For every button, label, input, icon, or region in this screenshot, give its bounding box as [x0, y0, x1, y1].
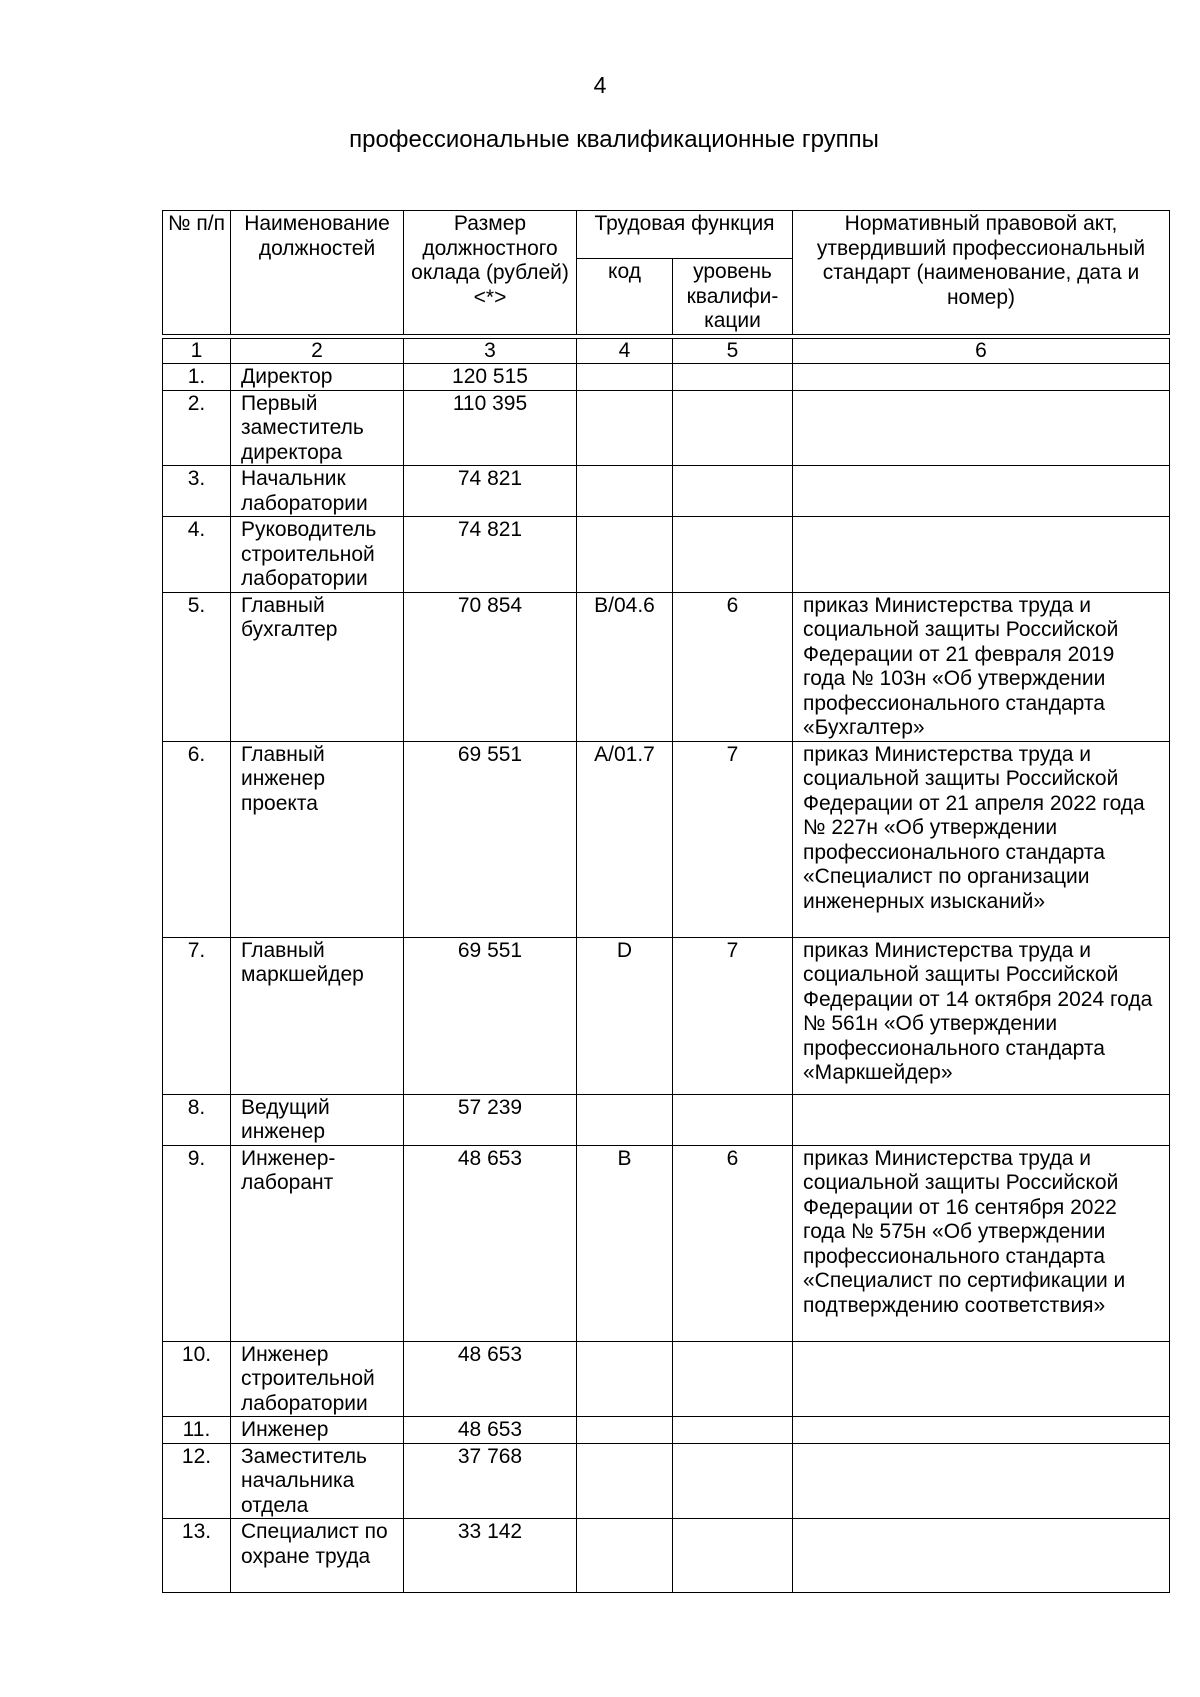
salary: 120 515	[404, 364, 577, 391]
table-row	[163, 517, 1170, 593]
page-number: 4	[593, 72, 607, 98]
qualification-level	[673, 364, 793, 391]
column-number: 3	[404, 338, 577, 364]
header-col-num: № п/п	[163, 211, 231, 335]
row-number: 7.	[163, 937, 231, 1094]
salary: 48 653	[404, 1145, 577, 1341]
position-name: Инженер строительной лаборатории	[231, 1341, 404, 1417]
table-row	[163, 937, 1170, 1094]
qualification-level	[673, 1094, 793, 1145]
position-name: Ведущий инженер	[231, 1094, 404, 1145]
function-code	[577, 1341, 673, 1417]
qualification-level: 6	[673, 1145, 793, 1341]
qualification-level: 6	[673, 592, 793, 741]
salary: 69 551	[404, 741, 577, 937]
function-code	[577, 390, 673, 466]
header-col-act: Нормативный правовой акт, утвердивший профессиональный стандарт (наименование, дата и номер)	[793, 211, 1170, 335]
table-row	[163, 741, 1170, 937]
header-row	[163, 211, 1170, 259]
function-code	[577, 517, 673, 593]
row-number: 6.	[163, 741, 231, 937]
regulatory-act: приказ Министерства труда и социальной защиты Российской Федерации от 21 апреля 2022 года № 227н «Об утверждении профессионального стандарта «Специалист по организации инженерных изысканий»	[793, 741, 1170, 937]
qualification-level	[673, 517, 793, 593]
function-code	[577, 364, 673, 391]
table-row	[163, 1443, 1170, 1519]
column-number: 6	[793, 338, 1170, 364]
header-col-function: Трудовая функция	[577, 211, 793, 259]
position-name: Главный инженер проекта	[231, 741, 404, 937]
position-name: Инженер	[231, 1417, 404, 1444]
qualification-level	[673, 1417, 793, 1444]
table-row	[163, 1094, 1170, 1145]
function-code	[577, 1443, 673, 1519]
row-number: 1.	[163, 364, 231, 391]
row-number: 13.	[163, 1519, 231, 1593]
regulatory-act	[793, 1341, 1170, 1417]
table-row	[163, 1519, 1170, 1593]
qualification-level	[673, 1341, 793, 1417]
position-name: Начальник лаборатории	[231, 466, 404, 517]
table-row	[163, 592, 1170, 741]
row-number: 3.	[163, 466, 231, 517]
header-col-name: Наименование должностей	[231, 211, 404, 335]
regulatory-act	[793, 517, 1170, 593]
regulatory-act: приказ Министерства труда и социальной защиты Российской Федерации от 14 октября 2024 года № 561н «Об утверждении профессионального стандарта «Маркшейдер»	[793, 937, 1170, 1094]
regulatory-act: приказ Министерства труда и социальной защиты Российской Федерации от 21 февраля 2019 года № 103н «Об утверждении профессионального стандарта «Бухгалтер»	[793, 592, 1170, 741]
position-name: Специалист по охране труда	[231, 1519, 404, 1593]
column-number: 2	[231, 338, 404, 364]
salary: 69 551	[404, 937, 577, 1094]
regulatory-act	[793, 466, 1170, 517]
table-row	[163, 364, 1170, 391]
qualification-level: 7	[673, 741, 793, 937]
table-row	[163, 1145, 1170, 1341]
salary: 48 653	[404, 1417, 577, 1444]
row-number: 11.	[163, 1417, 231, 1444]
function-code: D	[577, 937, 673, 1094]
regulatory-act	[793, 390, 1170, 466]
salary: 48 653	[404, 1341, 577, 1417]
table-row	[163, 390, 1170, 466]
salary: 57 239	[404, 1094, 577, 1145]
qualification-level	[673, 466, 793, 517]
table-body	[163, 364, 1170, 1593]
salary: 37 768	[404, 1443, 577, 1519]
qualification-table	[162, 210, 1170, 1593]
regulatory-act	[793, 1094, 1170, 1145]
salary: 33 142	[404, 1519, 577, 1593]
regulatory-act	[793, 1417, 1170, 1444]
salary: 70 854	[404, 592, 577, 741]
regulatory-act	[793, 1519, 1170, 1593]
position-name: Инженер-лаборант	[231, 1145, 404, 1341]
row-number: 10.	[163, 1341, 231, 1417]
qualification-level	[673, 1519, 793, 1593]
row-number: 12.	[163, 1443, 231, 1519]
row-number: 5.	[163, 592, 231, 741]
table-row	[163, 1417, 1170, 1444]
salary: 110 395	[404, 390, 577, 466]
row-number: 2.	[163, 390, 231, 466]
column-numbers-row	[163, 338, 1170, 364]
header-col-level: уровень квалифи-кации	[673, 259, 793, 335]
qualification-level	[673, 1443, 793, 1519]
function-code: В/04.6	[577, 592, 673, 741]
row-number: 4.	[163, 517, 231, 593]
qualification-level: 7	[673, 937, 793, 1094]
regulatory-act: приказ Министерства труда и социальной защиты Российской Федерации от 16 сентября 2022 года № 575н «Об утверждении профессионального стандарта «Специалист по сертификации и подтверждению соответствия»	[793, 1145, 1170, 1341]
position-name: Главный маркшейдер	[231, 937, 404, 1094]
function-code	[577, 1094, 673, 1145]
position-name: Первый заместитель директора	[231, 390, 404, 466]
salary: 74 821	[404, 466, 577, 517]
column-number: 5	[673, 338, 793, 364]
table-row	[163, 1341, 1170, 1417]
position-name: Главный бухгалтер	[231, 592, 404, 741]
function-code	[577, 1519, 673, 1593]
document-title: профессиональные квалификационные группы	[349, 126, 879, 153]
position-name: Руководитель строительной лаборатории	[231, 517, 404, 593]
header-col-code: код	[577, 259, 673, 335]
table-row	[163, 466, 1170, 517]
row-number: 8.	[163, 1094, 231, 1145]
column-number: 1	[163, 338, 231, 364]
regulatory-act	[793, 364, 1170, 391]
function-code: В	[577, 1145, 673, 1341]
function-code	[577, 1417, 673, 1444]
regulatory-act	[793, 1443, 1170, 1519]
salary: 74 821	[404, 517, 577, 593]
function-code: А/01.7	[577, 741, 673, 937]
row-number: 9.	[163, 1145, 231, 1341]
function-code	[577, 466, 673, 517]
column-number: 4	[577, 338, 673, 364]
header-col-salary: Размер должностного оклада (рублей) <*>	[404, 211, 577, 335]
qualification-level	[673, 390, 793, 466]
position-name: Заместитель начальника отдела	[231, 1443, 404, 1519]
position-name: Директор	[231, 364, 404, 391]
